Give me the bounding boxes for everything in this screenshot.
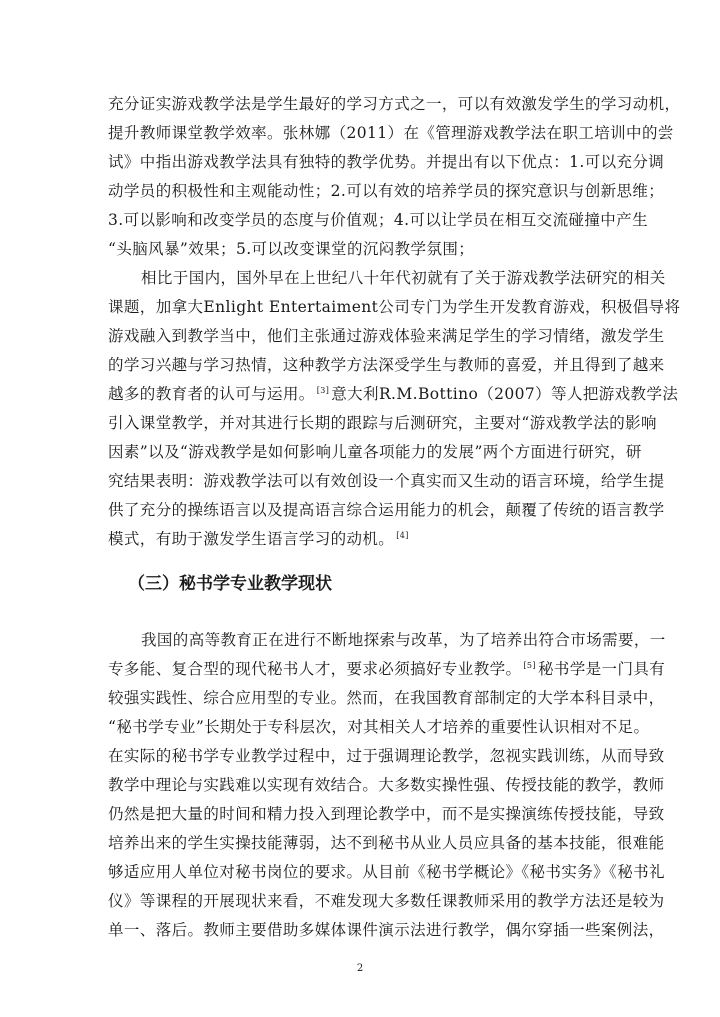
paragraph-3-line — [108, 659, 666, 679]
paragraph-1-line: 动学员的积极性和主观能动性；2.可以有效的培养学员的探究意识与创新思维； — [108, 182, 665, 200]
paragraph-2-line — [108, 384, 679, 404]
paragraph-2-line: 供了充分的操练语言以及提高语言综合运用能力的机会，颠覆了传统的语言教学 — [108, 501, 665, 519]
section-heading: （三）秘书学专业教学现状 — [128, 574, 332, 594]
paragraph-2-line: 的学习兴趣与学习热情，这种教学方法深受学生与教师的喜爱，并且得到了越来 — [108, 356, 665, 374]
paragraph-3-line: 单一、落后。教师主要借助多媒体课件演示法进行教学，偶尔穿插一些案例法， — [108, 921, 665, 939]
citation-ref: [5] — [523, 660, 536, 670]
paragraph-2-line: 相比于国内，国外早在上世纪八十年代初就有了关于游戏教学法研究的相关 — [141, 269, 666, 287]
paragraph-3-line: 培养出来的学生实操技能薄弱，达不到秘书从业人员应具备的基本技能，很难能 — [108, 834, 665, 852]
text-segment: 越多的教育者的认可与运用。 — [108, 385, 315, 403]
paragraph-3-line: 仪》等课程的开展现状来看，不难发现大多数任课教师采用的教学方法还是较为 — [108, 892, 665, 910]
paragraph-3-line: 够适应用人单位对秘书岗位的要求。从目前《秘书学概论》《秘书实务》《秘书礼 — [108, 863, 665, 881]
paragraph-1-line: “头脑风暴”效果；5.可以改变课堂的沉闷教学氛围； — [108, 240, 475, 258]
citation-ref: [3] — [316, 385, 330, 395]
paragraph-3-line: 教学中理论与实践难以实现有效结合。大多数实操性强、传授技能的教学，教师 — [108, 776, 665, 794]
text-segment: 模式，有助于激发学生语言学习的动机。 — [108, 530, 395, 548]
paragraph-1-line: 试》中指出游戏教学法具有独特的教学优势。并提出有以下优点：1.可以充分调 — [108, 153, 665, 171]
paragraph-1-line: 充分证实游戏教学法是学生最好的学习方式之一，可以有效激发学生的学习动机， — [108, 95, 681, 113]
page-number: 2 — [356, 963, 364, 974]
paragraph-2-line: 引入课堂教学，并对其进行长期的跟踪与后测研究，主要对“游戏教学法的影响 — [108, 414, 657, 432]
paragraph-2-line: 因素”以及“游戏教学是如何影响儿童各项能力的发展”两个方面进行研究，研 — [108, 443, 642, 461]
paragraph-3-line: 我国的高等教育正在进行不断地探索与改革，为了培养出符合市场需要，一 — [141, 631, 666, 649]
paragraph-3-line: “秘书学专业”长期处于专科层次，对其相关人才培养的重要性认识相对不足。 — [108, 718, 650, 736]
paragraph-2-line: 究结果表明：游戏教学法可以有效创设一个真实而又生动的语言环境，给学生提 — [108, 472, 665, 490]
paragraph-3-line: 在实际的秘书学专业教学过程中，过于强调理论教学，忽视实践训练，从而导致 — [108, 747, 665, 765]
paragraph-2-line: 课题，加拿大Enlight Entertaiment公司专门为学生开发教育游戏，积极倡导将 — [108, 298, 681, 316]
text-segment: 意大利R.M.Bottino（2007）等人把游戏教学法 — [331, 385, 679, 403]
paragraph-2-line: 游戏融入到教学当中，他们主张通过游戏体验来满足学生的学习情绪，激发学生 — [108, 327, 665, 345]
citation-ref: [4] — [396, 530, 409, 540]
text-segment: 秘书学是一门具有 — [537, 660, 666, 678]
text-segment: 专多能、复合型的现代秘书人才，要求必须搞好专业教学。 — [108, 660, 522, 678]
paragraph-1-line: 3.可以影响和改变学员的态度与价值观；4.可以让学员在相互交流碰撞中产生 — [108, 211, 648, 229]
paragraph-2-line — [108, 529, 620, 549]
paragraph-3-line: 较强实践性、综合应用型的专业。然而，在我国教育部制定的大学本科目录中， — [108, 689, 665, 707]
paragraph-3-line: 仍然是把大量的时间和精力投入到理论教学中，而不是实操演练传授技能，导致 — [108, 805, 665, 823]
paragraph-1-line: 提升教师课堂教学效率。张林娜（2011）在《管理游戏教学法在职工培训中的尝 — [108, 124, 674, 142]
